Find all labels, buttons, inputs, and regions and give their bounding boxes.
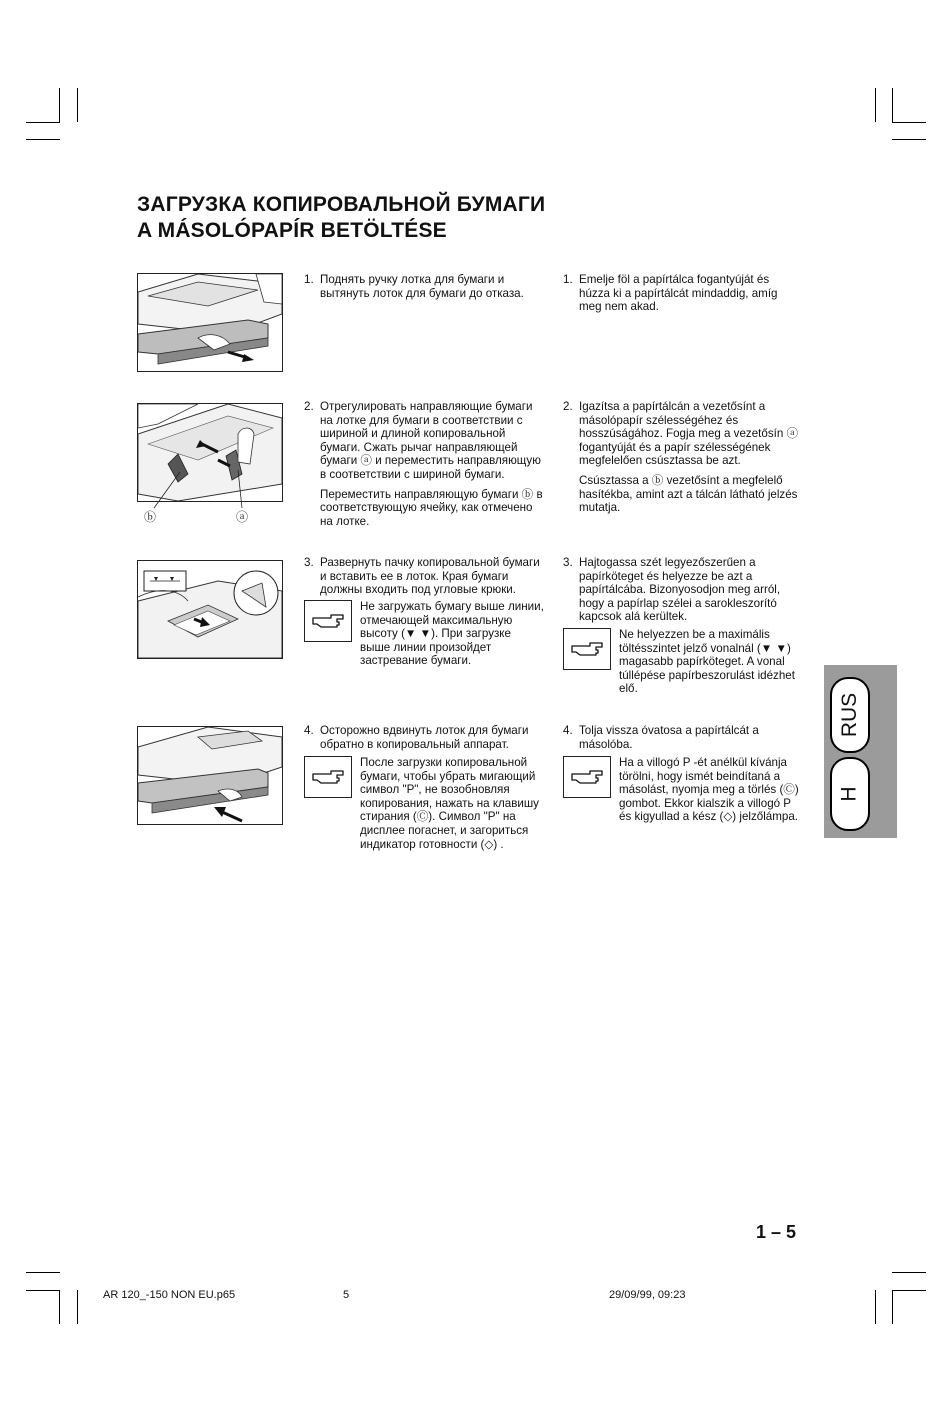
crop-mark (875, 88, 876, 122)
step-number: 3. (304, 556, 314, 569)
crop-mark (26, 1290, 60, 1291)
note-text: Не загружать бумагу выше линии, отмечающей максимальную высоту (▼ ▼). При загрузке выше линии произойдет застревание бумаги. (360, 600, 544, 668)
crop-mark (26, 139, 60, 140)
step-ru-1 (304, 273, 544, 300)
pointing-hand-icon (304, 756, 352, 798)
callout-label-b: ⓑ (144, 510, 157, 524)
callout-label-a: ⓐ (236, 510, 249, 524)
step-number: 1. (563, 273, 573, 286)
note-text: После загрузки копировальной бумаги, чтобы убрать мигающий символ "P", не возобновляя копирования, нажать на клавишу стирания (Ⓒ). Символ "P" на дисплее погаснет, и загориться индикатор готовности (◇) . (360, 756, 539, 851)
step-text: Отрегулировать направляющие бумаги на лотке для бумаги в соответствии с шириной и длиной копировальной бумаги. Сжать рычаг направляющей бумаги ⓐ и переместить направляющую в соответствии с шириной бумаги. (320, 400, 541, 481)
note-text: Ne helyezzen be a maximális töltésszintet jelző vonalnál (▼ ▼) magasabb papírköteget. A vonal túllépése papírbeszorulást idézhet elő. (619, 628, 795, 696)
step-subtext: Csúsztassa a ⓑ vezetősínt a megfelelő hasítékba, amint azt a tálcán látható jelzés mutatja. (579, 473, 798, 515)
step-text: Осторожно вдвинуть лоток для бумаги обратно в копировальный аппарат. (320, 724, 529, 751)
step-hu-1 (563, 273, 803, 314)
language-h-text: H (837, 786, 861, 802)
step-text: Поднять ручку лотка для бумаги и вытянуть лоток для бумаги до отказа. (320, 273, 524, 300)
footer-page: 5 (343, 1289, 350, 1301)
step-text: Igazítsa a papírtálcán a vezetősínt a másolópapír szélességéhez és hosszúságához. Fogja meg a vezetősín ⓐ fogantyúját és a papír szélességének megfelelően csúsztassa be azt. (579, 400, 799, 468)
step-hu-3 (563, 556, 803, 624)
pointing-hand-icon (563, 756, 611, 798)
crop-mark (77, 1290, 78, 1324)
crop-mark (892, 1290, 893, 1324)
footer-date: 29/09/99, 09:23 (609, 1289, 686, 1301)
language-label-h (830, 757, 870, 831)
step-ru-2 (304, 400, 544, 528)
illustration-pull-tray (137, 273, 283, 372)
step-hu-4 (563, 724, 803, 751)
step-number: 4. (563, 724, 573, 737)
step-number: 2. (304, 400, 314, 413)
step-hu-2 (563, 400, 803, 515)
step-number: 1. (304, 273, 314, 286)
step-text: Развернуть пачку копировальной бумаги и вставить ее в лоток. Края бумаги должны входить под угловые крюки. (320, 556, 540, 597)
pointing-hand-icon (304, 600, 352, 642)
title-russian: ЗАГРУЗКА КОПИРОВАЛЬНОЙ БУМАГИ (137, 193, 546, 216)
step-text: Emelje föl a papírtálca fogantyúját és húzza ki a papírtálcát mindaddig, amíg meg nem akad. (579, 273, 778, 314)
note-ru-4 (304, 756, 544, 851)
crop-mark (892, 1272, 926, 1273)
pointing-hand-icon (563, 628, 611, 670)
page-number: 1 – 5 (756, 1222, 797, 1242)
crop-mark (892, 139, 926, 140)
callout-lines (150, 470, 250, 510)
note-text: Ha a villogó P -ét anélkül kívánja törölni, hogy ismét beindítaná a másolást, nyomja meg a törlés (Ⓒ) gombot. Ekkor kialszik a villogó P és kigyullad a kész (◇) jelzőlámpa. (619, 756, 799, 824)
note-hu-3 (563, 628, 803, 696)
footer-filename: AR 120_-150 NON EU.p65 (103, 1289, 236, 1301)
crop-mark (892, 1290, 926, 1291)
step-text: Tolja vissza óvatosa a papírtálcát a másolóba. (579, 724, 759, 751)
crop-mark (26, 1272, 60, 1273)
illustration-push-tray (137, 726, 283, 825)
crop-mark (59, 1290, 60, 1324)
step-text: Hajtogassa szét legyezőszerűen a papírköteget és helyezze be azt a papírtálcába. Bizonyosodjon meg arról, hogy a papírlap szélei a sarokleszorító kapcsok alá kerültek. (579, 556, 781, 624)
crop-mark (59, 88, 60, 122)
step-ru-4 (304, 724, 544, 751)
language-rus-text: RUS (838, 692, 861, 738)
step-number: 3. (563, 556, 573, 569)
title-hungarian: A MÁSOLÓPAPÍR BETÖLTÉSE (137, 219, 447, 242)
crop-mark (875, 1290, 876, 1324)
crop-mark (77, 88, 78, 122)
illustration-load-paper (137, 560, 283, 659)
note-ru-3 (304, 600, 544, 668)
note-hu-4 (563, 756, 803, 824)
step-number: 4. (304, 724, 314, 737)
language-label-rus (830, 677, 870, 753)
step-subtext: Переместить направляющую бумаги ⓑ в соответствующую ячейку, как отмечено на лотке. (320, 487, 543, 528)
crop-mark (892, 122, 926, 123)
step-number: 2. (563, 400, 573, 413)
step-ru-3 (304, 556, 544, 597)
crop-mark (892, 88, 893, 122)
crop-mark (26, 122, 60, 123)
